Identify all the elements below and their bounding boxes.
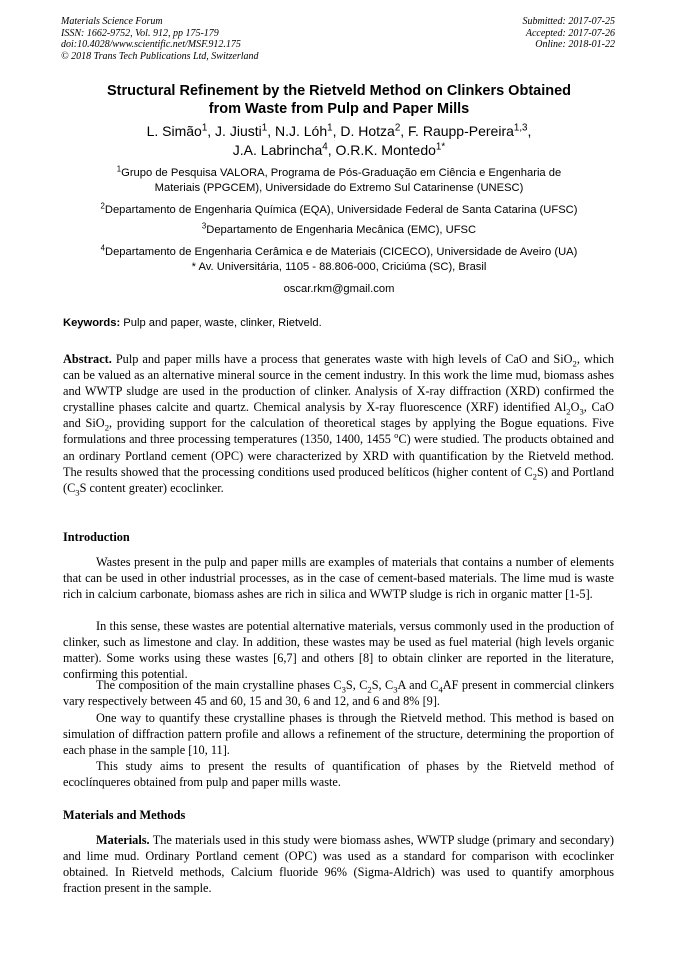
journal-issn: ISSN: 1662-9752, Vol. 912, pp 175-179 — [61, 27, 219, 39]
subscript: 2 — [572, 358, 577, 369]
author-affil-mark: 1 — [261, 122, 268, 134]
affil-mark: 1 — [116, 164, 122, 174]
journal-name: Materials Science Forum — [61, 16, 163, 27]
subscript: 4 — [438, 684, 443, 695]
materials-label: Materials. — [96, 833, 150, 847]
author-name: J.A. Labrincha — [232, 142, 323, 158]
body-text: A and C — [397, 678, 439, 692]
abstract-paragraph — [63, 351, 614, 496]
authors-line-2 — [60, 141, 618, 160]
affil-text: Materiais (PPGCEM), Universidade do Extremo Sul Catarinense (UNESC) — [154, 182, 524, 194]
affiliation-3 — [60, 223, 618, 238]
abstract-text: , CaO and SiO — [63, 400, 614, 431]
email-address: oscar.rkm@gmail.com — [283, 283, 395, 295]
keywords — [63, 317, 322, 329]
abstract-label: Abstract. — [63, 352, 112, 366]
title-line-1: Structural Refinement by the Rietveld Method on Clinkers Obtained — [106, 83, 572, 99]
author-affil-mark: 4 — [322, 141, 328, 153]
abstract-text: O — [570, 400, 580, 415]
subscript: 2 — [367, 684, 372, 695]
keywords-text: Pulp and paper, waste, clinker, Rietveld. — [120, 317, 322, 329]
affil-text: Departamento de Engenharia Mecânica (EMC), UFSC — [206, 224, 477, 236]
body-text: AF present in commercial clinkers vary respectively between 45 and 60, 15 and 30, 6 and 12, and 6 and 8% [9]. — [63, 678, 614, 709]
abstract-text: S content greater) ecoclinker. — [79, 480, 224, 495]
author-affil-mark: 1 — [327, 122, 333, 134]
title-line-2: from Waste from Pulp and Paper Mills — [208, 101, 470, 117]
affil-text: Grupo de Pesquisa VALORA, Programa de Pós-Graduação em Ciência e Engenharia de — [121, 167, 562, 179]
author-affil-mark: 2 — [394, 122, 401, 134]
author-affil-mark: 1,3 — [513, 122, 528, 134]
author-list — [60, 122, 618, 160]
author-name: , F. Raupp-Pereira — [400, 123, 514, 139]
body-text: S, C — [345, 678, 368, 692]
subscript: 2 — [566, 406, 571, 417]
subscript: 3 — [393, 684, 398, 695]
affil-mark: 4 — [100, 243, 105, 253]
author-name: , J. Jiusti — [207, 123, 262, 139]
author-name: L. Simão — [146, 123, 202, 139]
affiliation-4 — [60, 245, 618, 275]
intro-paragraph-5: This study aims to present the results of quantification of phases by the Rietveld method of ecoclínqueres obtained from pulp and paper mills waste. — [63, 759, 614, 790]
online-date: Online: 2018-01-22 — [535, 39, 615, 51]
body-text: The composition of the main crystalline phases C — [96, 678, 342, 692]
intro-paragraph-2: In this sense, these wastes are potential alternative materials, versus commonly used in the production of clinker, such as limestone and clay. In addition, these wastes may be used as fuel material (high levels organic matter). Some works using these wastes [6,7] and others [8] to obtain clinker are reported in the literature, confirming this potential. — [63, 619, 614, 682]
subscript: 3 — [75, 487, 80, 498]
author-name: , O.R.K. Montedo — [327, 142, 436, 158]
affil-text: Departamento de Engenharia Cerâmica e de Materiais (CICECO), Universidade de Aveiro (UA) — [104, 246, 578, 258]
author-name: , D. Hotza — [332, 123, 395, 139]
author-affil-mark: 1* — [435, 141, 446, 153]
accepted-date: Accepted: 2017-07-26 — [525, 27, 615, 39]
intro-paragraph-1: Wastes present in the pulp and paper mills are examples of materials that contains a number of elements that can be used in other industrial processes, as in the case of cement-based materials. The lime mud is waste rich in calcium carbonate, biomass ashes are rich in silica and WWTP sludge is rich in organic matter [1-5]. — [63, 555, 614, 602]
abstract-text: , providing support for the calculation of theoretical stages by applying the Bogue equations. Five formulations and three processing temperatures (1350, 1400, 1455 — [63, 416, 614, 447]
superscript: o — [394, 430, 399, 441]
author-affil-mark: 1 — [201, 122, 208, 134]
address-text: * Av. Universitária, 1105 - 88.806-000, Criciúma (SC), Brasil — [191, 261, 487, 273]
affiliation-2 — [60, 203, 618, 218]
author-separator: , — [527, 123, 532, 139]
authors-line-1 — [60, 122, 618, 141]
affil-mark: 2 — [100, 201, 105, 211]
intro-paragraph-3 — [63, 677, 614, 709]
journal-header-left — [61, 16, 259, 62]
abstract-text: , which can be valued as an alternative mineral source in the cement industry. In this work the lime mud, biomass ashes and WWTP sludge are used in the production of clinker. Analysis of X-ray diffraction (XRD) confirmed the crystalline phases calcite and quartz. Chemical analysis by X-ray fluorescence (XRF) identified Al — [63, 352, 614, 415]
methods-paragraph-1 — [63, 832, 614, 896]
abstract-text: S) and Portland (C — [63, 464, 614, 495]
submitted-date: Submitted: 2017-07-25 — [522, 16, 615, 27]
affiliation-1 — [60, 166, 618, 196]
keywords-label: Keywords: — [63, 317, 121, 329]
journal-copyright: © 2018 Trans Tech Publications Ltd, Switzerland — [61, 50, 259, 62]
introduction-heading: Introduction — [63, 530, 130, 544]
subscript: 2 — [532, 471, 537, 482]
abstract-text: Pulp and paper mills have a process that generates waste with high levels of CaO and SiO — [111, 352, 573, 366]
body-text: The materials used in this study were biomass ashes, WWTP sludge (primary and secondary) and lime mud. Ordinary Portland cement (OPC) was used as a standard for comparison with ecoclinker obtained. In Rietveld methods, Calcium fluoride 96% (Sigma-Aldrich) was used to quantify amorphous fraction present in the sample. — [63, 833, 614, 896]
methods-heading: Materials and Methods — [63, 808, 186, 822]
affil-mark: 3 — [201, 221, 207, 231]
subscript: 2 — [104, 422, 110, 433]
journal-doi: doi:10.4028/www.scientific.net/MSF.912.175 — [61, 39, 241, 51]
author-name: , N.J. Lóh — [267, 123, 328, 139]
affil-text: Departamento de Engenharia Química (EQA), Universidade Federal de Santa Catarina (UFSC) — [104, 204, 578, 216]
body-text: S, C — [371, 678, 394, 692]
intro-paragraph-4: One way to quantify these crystalline phases is through the Rietveld method. This method is based on simulation of diffraction pattern profile and allows a refinement of the structure, determining the proportion of each phase in the sample [10, 11]. — [63, 711, 614, 758]
abstract-text: C) were studied. The products obtained and an ordinary Portland cement (OPC) were characterized by XRD with quantification by the Rietveld method. The results showed that the processing conditions used produced belíticos (higher content of C — [63, 432, 614, 479]
subscript: 3 — [579, 406, 584, 417]
journal-header-right — [523, 16, 616, 51]
paper-title — [60, 82, 618, 118]
subscript: 3 — [341, 684, 346, 695]
